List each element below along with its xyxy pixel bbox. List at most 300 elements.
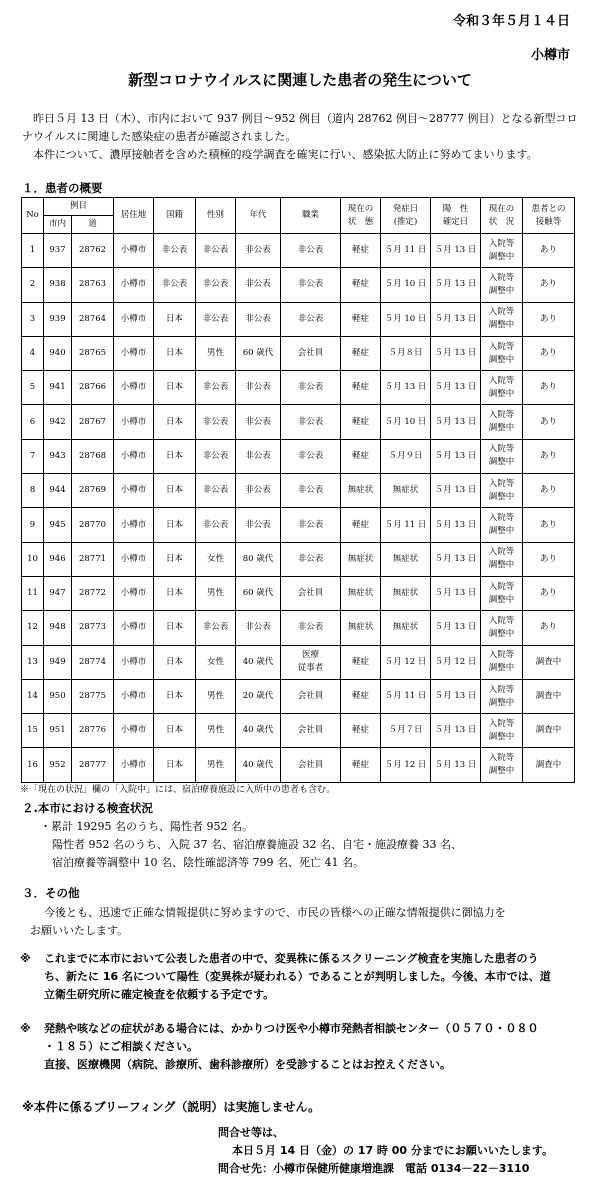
table-row [22, 302, 575, 336]
notice2-mark: ※ [20, 1022, 31, 1035]
residence: 小樽市 [114, 371, 154, 405]
sex: 女性 [196, 645, 236, 679]
contact-line-1: 問合せ等は、 [218, 1126, 284, 1139]
condition: 無症状 [341, 611, 381, 645]
nationality: 日本 [154, 439, 196, 473]
nationality: 非公表 [154, 268, 196, 302]
age-group: 非公表 [236, 302, 281, 336]
nationality: 日本 [154, 645, 196, 679]
patient-contact: 調査中 [523, 645, 575, 679]
age-group: 非公表 [236, 611, 281, 645]
occupation [281, 234, 341, 268]
current-status [481, 474, 523, 508]
occupation [281, 679, 341, 713]
occupation-line1: 非公表 [297, 519, 324, 530]
occupation [281, 714, 341, 748]
condition: 無症状 [341, 576, 381, 610]
confirmed-date: ５月 13 日 [431, 679, 481, 713]
table-row [22, 508, 575, 542]
patient-table-body [22, 234, 575, 783]
header-residence: 居住地 [114, 198, 154, 234]
age-group: 40 歳代 [236, 645, 281, 679]
hokkaido-case-number: 28771 [72, 542, 114, 576]
onset-date: ５月７日 [381, 714, 431, 748]
occupation [281, 439, 341, 473]
city-case-number: 941 [44, 371, 72, 405]
current-status-line1: 入院等 [488, 513, 515, 524]
patient-contact: あり [523, 234, 575, 268]
occupation [281, 268, 341, 302]
current-status [481, 302, 523, 336]
notice1-line-2: ち、新たに 16 名について陽性（変異株が疑われる）であることが判明しました。今後、本市では、道 [44, 970, 551, 983]
occupation [281, 576, 341, 610]
occupation-line1: 会社員 [297, 759, 324, 770]
patient-contact: あり [523, 611, 575, 645]
occupation-line1: 非公表 [297, 245, 324, 256]
city-case-number: 942 [44, 405, 72, 439]
current-status-line1: 入院等 [488, 478, 515, 489]
hokkaido-case-number: 28768 [72, 439, 114, 473]
confirmed-date: ５月 13 日 [431, 302, 481, 336]
hokkaido-case-number: 28769 [72, 474, 114, 508]
current-status [481, 405, 523, 439]
current-status [481, 748, 523, 782]
current-status-line2: 調整中 [488, 251, 515, 262]
header-hokkaido-case: 道 [72, 216, 114, 234]
occupation [281, 302, 341, 336]
nationality: 日本 [154, 508, 196, 542]
header-status [481, 198, 523, 234]
current-status-line1: 入院等 [488, 650, 515, 661]
nationality: 日本 [154, 302, 196, 336]
patient-table [21, 197, 575, 783]
residence: 小樽市 [114, 508, 154, 542]
patient-contact: あり [523, 576, 575, 610]
city-case-number: 946 [44, 542, 72, 576]
current-status-line2: 調整中 [488, 628, 515, 639]
confirmed-date: ５月 13 日 [431, 439, 481, 473]
confirmed-date: ５月 13 日 [431, 474, 481, 508]
current-status [481, 439, 523, 473]
current-status-line1: 入院等 [488, 615, 515, 626]
age-group: 40 歳代 [236, 748, 281, 782]
city-case-number: 948 [44, 611, 72, 645]
patient-contact: 調査中 [523, 679, 575, 713]
city-case-number: 950 [44, 679, 72, 713]
hokkaido-case-number: 28767 [72, 405, 114, 439]
row-number: 10 [22, 542, 44, 576]
current-status-line2: 調整中 [488, 526, 515, 537]
current-status-line2: 調整中 [488, 560, 515, 571]
residence: 小樽市 [114, 474, 154, 508]
other-line-1: 今後とも、迅速で正確な情報提供に努めますので、市民の皆様への正確な情報提供に御協力を [44, 906, 506, 919]
row-number: 14 [22, 679, 44, 713]
occupation [281, 474, 341, 508]
city-case-number: 940 [44, 336, 72, 370]
hokkaido-case-number: 28763 [72, 268, 114, 302]
patient-contact: あり [523, 542, 575, 576]
residence: 小樽市 [114, 679, 154, 713]
current-status-line2: 調整中 [488, 731, 515, 742]
current-status-line1: 入院等 [488, 375, 515, 386]
occupation-line1: 非公表 [297, 485, 324, 496]
document-title: 新型コロナウイルスに関連した患者の発生について [128, 71, 472, 89]
age-group: 80 歳代 [236, 542, 281, 576]
condition: 軽症 [341, 234, 381, 268]
confirmed-date: ５月 13 日 [431, 234, 481, 268]
row-number: 4 [22, 336, 44, 370]
test-status-line-1: ・累計 19295 名のうち、陽性者 952 名。 [40, 820, 253, 833]
row-number: 2 [22, 268, 44, 302]
nationality: 日本 [154, 576, 196, 610]
header-confirmed-line1: 陽 性 [442, 203, 469, 214]
table-row [22, 748, 575, 782]
occupation [281, 611, 341, 645]
header-contact-line2: 接触等 [535, 216, 562, 227]
occupation-line1: 非公表 [297, 279, 324, 290]
occupation-line1: 非公表 [297, 313, 324, 324]
city-case-number: 944 [44, 474, 72, 508]
onset-date: ５月 11 日 [381, 234, 431, 268]
condition: 軽症 [341, 748, 381, 782]
city-case-number: 937 [44, 234, 72, 268]
table-row [22, 474, 575, 508]
age-group: 40 歳代 [236, 714, 281, 748]
condition: 軽症 [341, 336, 381, 370]
sex: 男性 [196, 748, 236, 782]
table-row [22, 611, 575, 645]
table-note: ※「現在の状況」欄の「入院中」には、宿泊療養施設に入所中の患者も含む。 [20, 785, 336, 795]
current-status-line1: 入院等 [488, 547, 515, 558]
confirmed-date: ５月 13 日 [431, 542, 481, 576]
onset-date: ５月 11 日 [381, 508, 431, 542]
city-case-number: 951 [44, 714, 72, 748]
hokkaido-case-number: 28775 [72, 679, 114, 713]
current-status-line2: 調整中 [488, 285, 515, 296]
nationality: 非公表 [154, 234, 196, 268]
occupation-line1: 会社員 [297, 588, 324, 599]
row-number: 3 [22, 302, 44, 336]
age-group: 60 歳代 [236, 576, 281, 610]
current-status-line1: 入院等 [488, 341, 515, 352]
header-onset [381, 198, 431, 234]
hokkaido-case-number: 28766 [72, 371, 114, 405]
condition: 軽症 [341, 302, 381, 336]
current-status [481, 371, 523, 405]
table-row [22, 542, 575, 576]
condition: 軽症 [341, 268, 381, 302]
age-group: 非公表 [236, 405, 281, 439]
residence: 小樽市 [114, 302, 154, 336]
header-sex: 性別 [196, 198, 236, 234]
nationality: 日本 [154, 679, 196, 713]
current-status [481, 611, 523, 645]
briefing-notice: ※本件に係るブリーフィング（説明）は実施しません。 [22, 1100, 321, 1114]
patient-contact: あり [523, 439, 575, 473]
residence: 小樽市 [114, 714, 154, 748]
current-status-line2: 調整中 [488, 320, 515, 331]
hokkaido-case-number: 28762 [72, 234, 114, 268]
residence: 小樽市 [114, 439, 154, 473]
contact-line-2: 本日５月 14 日（金）の 17 時 00 分までにお願いいたします。 [232, 1144, 554, 1157]
occupation-line1: 会社員 [297, 691, 324, 701]
test-status-line-2: 陽性者 952 名のうち、入院 37 名、宿泊療養施設 32 名、自宅・施設療養 33 名、 [52, 838, 462, 851]
table-row [22, 405, 575, 439]
residence: 小樽市 [114, 234, 154, 268]
onset-date: 無症状 [381, 611, 431, 645]
residence: 小樽市 [114, 748, 154, 782]
patient-contact: あり [523, 405, 575, 439]
age-group: 非公表 [236, 474, 281, 508]
notice2-line-3: 直接、医療機関（病院、診療所、歯科診療所）を受診することはお控えください。 [44, 1058, 451, 1071]
onset-date: ５月 13 日 [381, 371, 431, 405]
city-case-number: 952 [44, 748, 72, 782]
occupation [281, 336, 341, 370]
row-number: 5 [22, 371, 44, 405]
age-group: 非公表 [236, 371, 281, 405]
condition: 軽症 [341, 508, 381, 542]
confirmed-date: ５月 13 日 [431, 371, 481, 405]
row-number: 1 [22, 234, 44, 268]
row-number: 7 [22, 439, 44, 473]
confirmed-date: ５月 12 日 [431, 645, 481, 679]
residence: 小樽市 [114, 542, 154, 576]
occupation [281, 508, 341, 542]
onset-date: 無症状 [381, 474, 431, 508]
header-condition-line1: 現在の [347, 203, 374, 214]
onset-date: 無症状 [381, 576, 431, 610]
table-row [22, 679, 575, 713]
condition: 無症状 [341, 542, 381, 576]
document-date: 令和３年５月１４日 [452, 14, 570, 29]
city-case-number: 945 [44, 508, 72, 542]
sex: 非公表 [196, 508, 236, 542]
city-case-number: 947 [44, 576, 72, 610]
confirmed-date: ５月 13 日 [431, 268, 481, 302]
residence: 小樽市 [114, 611, 154, 645]
onset-date: ５月 12 日 [381, 645, 431, 679]
age-group: 非公表 [236, 508, 281, 542]
header-city-case: 市内 [44, 216, 72, 234]
confirmed-date: ５月 13 日 [431, 336, 481, 370]
residence: 小樽市 [114, 405, 154, 439]
hokkaido-case-number: 28765 [72, 336, 114, 370]
nationality: 日本 [154, 474, 196, 508]
patient-contact: あり [523, 336, 575, 370]
notice2-line-1: 発熱や咳などの症状がある場合には、かかりつけ医や小樽市発熱者相談センター（０５７０・０８０ [44, 1022, 539, 1035]
patient-contact: 調査中 [523, 748, 575, 782]
current-status-line1: 入院等 [488, 444, 515, 455]
nationality: 日本 [154, 748, 196, 782]
occupation-line1: 非公表 [297, 382, 324, 393]
header-age: 年代 [236, 198, 281, 234]
sex: 非公表 [196, 405, 236, 439]
onset-date: ５月 12 日 [381, 748, 431, 782]
residence: 小樽市 [114, 645, 154, 679]
occupation [281, 645, 341, 679]
city-case-number: 949 [44, 645, 72, 679]
row-number: 6 [22, 405, 44, 439]
section3-heading: ３．その他 [22, 886, 80, 900]
current-status-line1: 入院等 [488, 684, 515, 695]
table-row [22, 268, 575, 302]
current-status [481, 336, 523, 370]
row-number: 15 [22, 714, 44, 748]
confirmed-date: ５月 13 日 [431, 611, 481, 645]
sex: 非公表 [196, 439, 236, 473]
sex: 非公表 [196, 302, 236, 336]
onset-date: ５月９日 [381, 439, 431, 473]
intro-line-1: 昨日５月 13 日（木）、市内において 937 例目～952 例目（道内 28762 例目～28777 例目）となる新型コロナウイルスに関連した感染症の患者が確認されました。 [22, 112, 578, 143]
current-status-line2: 調整中 [488, 491, 515, 502]
condition: 軽症 [341, 645, 381, 679]
sex: 非公表 [196, 234, 236, 268]
age-group: 非公表 [236, 268, 281, 302]
table-row [22, 645, 575, 679]
notice1-mark: ※ [20, 952, 31, 965]
condition: 軽症 [341, 439, 381, 473]
row-number: 11 [22, 576, 44, 610]
nationality: 日本 [154, 542, 196, 576]
occupation-line1: 医療 [302, 650, 320, 661]
current-status [481, 508, 523, 542]
notice1-line-1: これまでに本市において公表した患者の中で、変異株に係るスクリーニング検査を実施した患者のう [44, 952, 539, 965]
sex: 男性 [196, 714, 236, 748]
current-status [481, 268, 523, 302]
hokkaido-case-number: 28777 [72, 748, 114, 782]
patient-contact: あり [523, 268, 575, 302]
occupation [281, 542, 341, 576]
table-row [22, 714, 575, 748]
current-status [481, 542, 523, 576]
current-status-line2: 調整中 [488, 594, 515, 605]
sex: 非公表 [196, 268, 236, 302]
sex: 男性 [196, 576, 236, 610]
onset-date: ５月８日 [381, 336, 431, 370]
contact-line-3: 問合せ先：小樽市保健所健康増進課 電話 0134－22－3110 [218, 1162, 530, 1175]
confirmed-date: ５月 13 日 [431, 748, 481, 782]
current-status [481, 576, 523, 610]
current-status-line1: 入院等 [488, 410, 515, 421]
header-contact-line1: 患者との [531, 203, 566, 214]
patient-contact: あり [523, 302, 575, 336]
current-status-line1: 入院等 [488, 238, 515, 249]
hokkaido-case-number: 28772 [72, 576, 114, 610]
current-status-line2: 調整中 [488, 457, 515, 468]
current-status [481, 679, 523, 713]
current-status-line2: 調整中 [488, 663, 515, 674]
nationality: 日本 [154, 336, 196, 370]
header-condition [341, 198, 381, 234]
current-status-line1: 入院等 [488, 272, 515, 283]
sex: 非公表 [196, 371, 236, 405]
confirmed-date: ５月 13 日 [431, 576, 481, 610]
occupation-line1: 会社員 [297, 348, 324, 359]
intro-paragraph [22, 110, 582, 164]
sex: 男性 [196, 679, 236, 713]
section1-heading: １．患者の概要 [22, 181, 103, 195]
header-status-line1: 現在の [488, 203, 515, 214]
header-occupation: 職業 [281, 198, 341, 234]
hokkaido-case-number: 28770 [72, 508, 114, 542]
hokkaido-case-number: 28776 [72, 714, 114, 748]
onset-date: ５月 11 日 [381, 679, 431, 713]
occupation-line2: 従事者 [297, 663, 324, 674]
occupation-line1: 非公表 [297, 416, 324, 427]
table-row [22, 439, 575, 473]
residence: 小樽市 [114, 576, 154, 610]
occupation [281, 748, 341, 782]
row-number: 12 [22, 611, 44, 645]
current-status-line2: 調整中 [488, 354, 515, 365]
onset-date: ５月 10 日 [381, 268, 431, 302]
condition: 軽症 [341, 714, 381, 748]
row-number: 16 [22, 748, 44, 782]
row-number: 8 [22, 474, 44, 508]
patient-contact: あり [523, 508, 575, 542]
nationality: 日本 [154, 371, 196, 405]
current-status-line1: 入院等 [488, 753, 515, 764]
hokkaido-case-number: 28764 [72, 302, 114, 336]
hokkaido-case-number: 28774 [72, 645, 114, 679]
city-case-number: 939 [44, 302, 72, 336]
issuer-city: 小樽市 [530, 48, 570, 63]
header-case: 例目 [44, 198, 114, 216]
header-contact [523, 198, 575, 234]
table-row [22, 336, 575, 370]
header-confirmed [431, 198, 481, 234]
current-status [481, 645, 523, 679]
nationality: 日本 [154, 714, 196, 748]
row-number: 9 [22, 508, 44, 542]
sex: 非公表 [196, 474, 236, 508]
header-confirmed-line2: 確定日 [442, 216, 469, 227]
confirmed-date: ５月 13 日 [431, 508, 481, 542]
current-status-line2: 調整中 [488, 697, 515, 708]
current-status [481, 714, 523, 748]
onset-date: ５月 10 日 [381, 405, 431, 439]
intro-line-2: 本件について、濃厚接触者を含めた積極的疫学調査を確実に行い、感染拡大防止に努めてまいります。 [33, 148, 538, 161]
notice1-line-3: 立衛生研究所に確定検査を依頼する予定です。 [44, 988, 275, 1001]
current-status [481, 234, 523, 268]
table-row [22, 371, 575, 405]
occupation [281, 371, 341, 405]
onset-date: ５月 10 日 [381, 302, 431, 336]
header-nationality: 国籍 [154, 198, 196, 234]
table-row [22, 576, 575, 610]
patient-contact: あり [523, 371, 575, 405]
current-status-line1: 入院等 [488, 307, 515, 318]
occupation-line1: 非公表 [297, 553, 324, 564]
occupation-line1: 非公表 [297, 622, 324, 633]
condition: 無症状 [341, 474, 381, 508]
patient-contact: 調査中 [523, 714, 575, 748]
occupation-line1: 会社員 [297, 725, 324, 736]
header-onset-line2: (推定) [393, 216, 418, 227]
table-row [22, 234, 575, 268]
current-status-line2: 調整中 [488, 766, 515, 777]
nationality: 日本 [154, 405, 196, 439]
sex: 女性 [196, 542, 236, 576]
header-status-line2: 状 況 [488, 216, 515, 227]
age-group: 20 歳代 [236, 679, 281, 713]
residence: 小樽市 [114, 268, 154, 302]
current-status-line2: 調整中 [488, 388, 515, 399]
other-line-2: お願いいたします。 [30, 924, 129, 937]
current-status-line2: 調整中 [488, 423, 515, 434]
condition: 軽症 [341, 679, 381, 713]
age-group: 60 歳代 [236, 336, 281, 370]
